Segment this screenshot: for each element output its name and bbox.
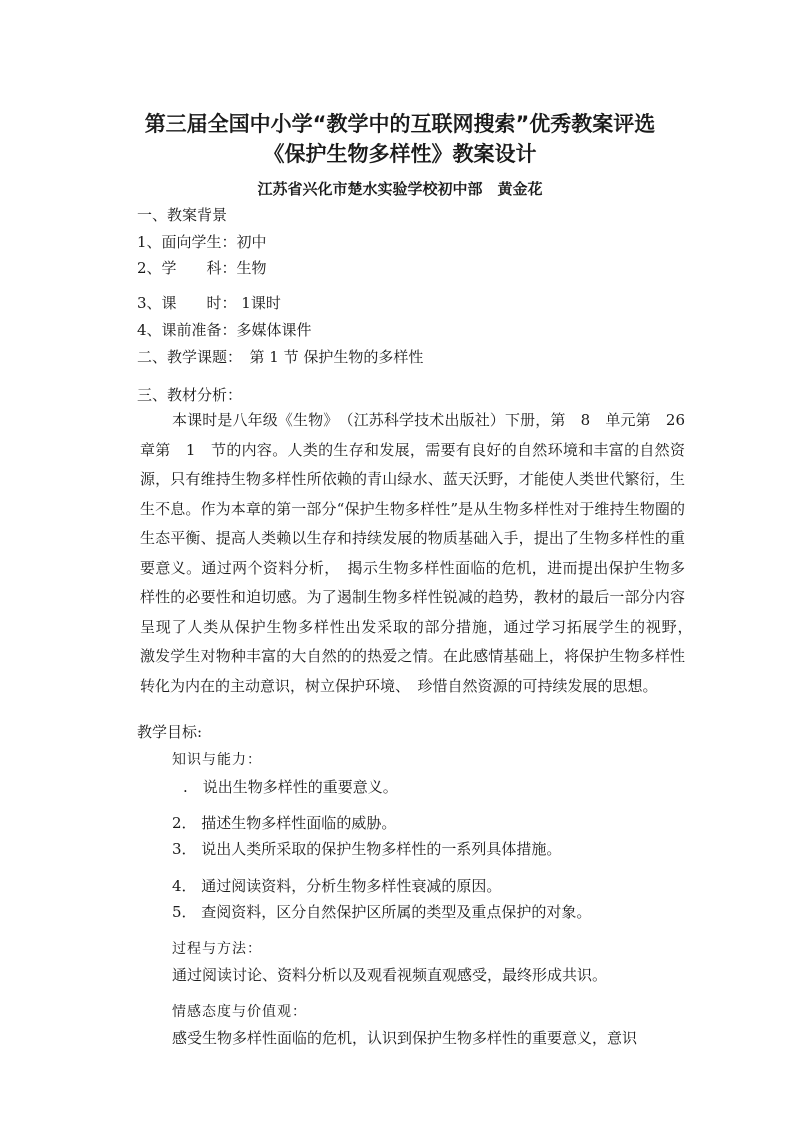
document-title-line1: 第三届全国中小学“教学中的互联网搜索”优秀教案评选 [144,112,656,136]
section1-item-1: 1、面向学生：初中 [137,233,267,251]
process-text: 通过阅读讨论、资料分析以及观看视频直观感受，最终形成共识。 [172,966,608,984]
knowledge-item-4: 4． 通过阅读资料，分析生物多样性衰减的原因。 [172,877,502,895]
knowledge-item-5: 5． 查阅资料，区分自然保护区所属的类型及重点保护的对象。 [172,903,592,921]
section1-item-4: 4、课前准备：多媒体课件 [137,321,312,339]
section2-heading: 二、教学课题： 第 1 节 保护生物的多样性 [137,348,424,366]
section3-heading: 三、教材分析： [137,386,243,404]
textbook-analysis-paragraph: 本课时是八年级《生物》 （江苏科学技术出版社）下册，第 8 单元第 26 章第 1 节的内容。人类的生存和发展，需要有良好的自然环境和丰富的自然资源，只有维持生物多样性所依赖的青山绿水、蓝天沃野，才能使人类世代繁衍，生生不息。作为本章的第一部分“保护生物多样性”是从生物多样性对于维持生物圈的生态平衡、提高人类赖以生存和持续发展的物质基础入手，提出了生物多样性的重要意义。通过两个资料分析， 揭示生物多样性面临的危机，进而提出保护生物多样性的必要性和迫切感。为了遏制生物多样性锐减的趋势，教材的最后一部分内容呈现了人类从保护生物多样性出发采取的部分措施，通过学习拓展学生的视野， 激发学生对物种丰富的大自然的的热爱之情。在此感情基础上，将保护生物多样性转化为内在的主动意识，树立保护环境、 珍惜自然资源的可持续发展的思想。 [140,411,701,695]
knowledge-item-2: 2． 描述生物多样性面临的威胁。 [172,814,397,832]
section1-heading: 一、教案背景 [137,206,228,224]
document-title-line2: 《保护生物多样性》教案设计 [263,142,537,166]
knowledge-heading: 知识与能力： [172,752,262,768]
attitude-text: 感受生物多样性面临的危机，认识到保护生物多样性的重要意义，意识 [172,1029,638,1047]
knowledge-item-3: 3． 说出人类所采取的保护生物多样性的一系列具体措施。 [172,840,562,858]
section1-item-2: 2、学 科：生物 [137,259,267,277]
attitude-heading: 情感态度与价值观： [172,1004,307,1020]
section1-item-3: 3、课 时： 1课时 [137,294,281,312]
process-heading: 过程与方法： [172,941,262,957]
knowledge-item-1: . 说出生物多样性的重要意义。 [183,778,398,796]
objectives-heading: 教学目标: [137,723,203,741]
author-line: 江苏省兴化市楚水实验学校初中部 黄金花 [257,180,543,198]
